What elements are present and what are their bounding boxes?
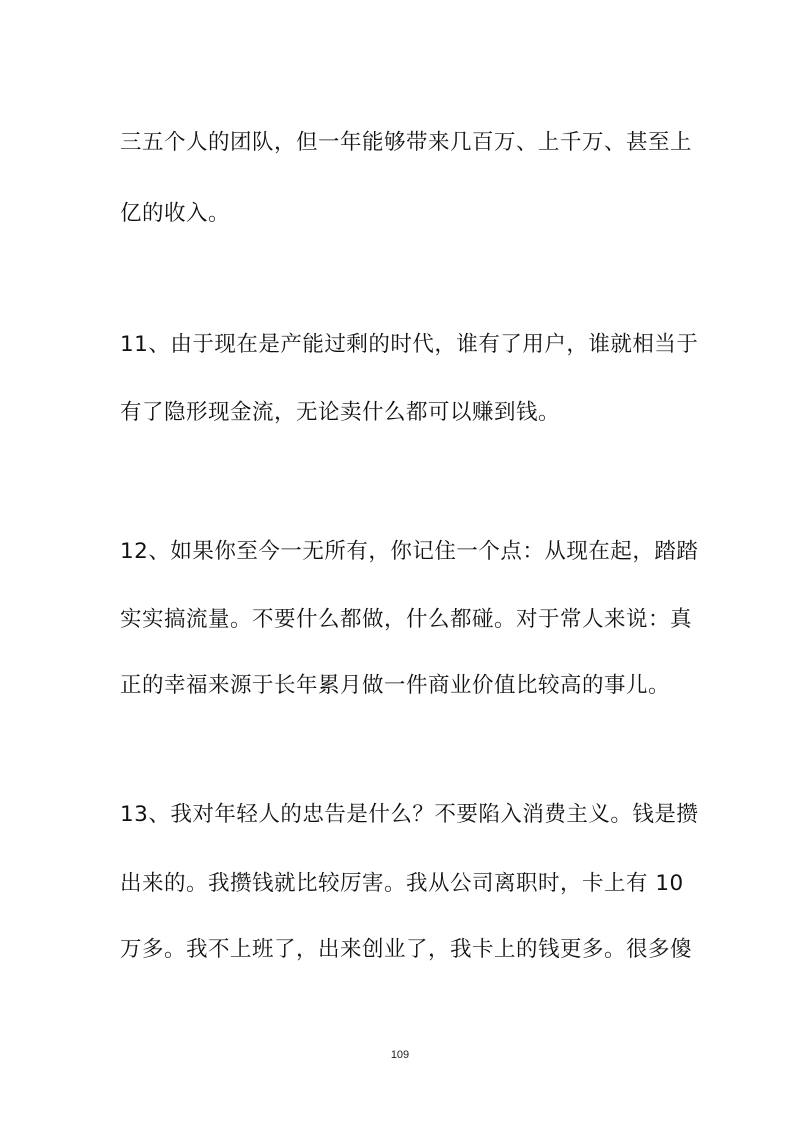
- paragraph-13-line-3: 万多。我不上班了，出来创业了，我卡上的钱更多。很多傻: [120, 937, 693, 962]
- paragraph-13-line-1: 13、我对年轻人的忠告是什么？不要陷入消费主义。钱是攒: [120, 802, 699, 827]
- paragraph-1-line-1: 三五个人的团队，但一年能够带来几百万、上千万、甚至上: [120, 130, 693, 155]
- paragraph-12-line-3: 正的幸福来源于长年累月做一件商业价值比较高的事儿。: [120, 673, 671, 698]
- paragraph-1-line-2: 亿的收入。: [120, 201, 231, 226]
- paragraph-12-line-2: 实实搞流量。不要什么都做，什么都碰。对于常人来说：真: [120, 607, 693, 632]
- page-number: 109: [390, 1049, 410, 1061]
- paragraph-13-line-2: 出来的。我攒钱就比较厉害。我从公司离职时，卡上有 10: [120, 871, 684, 896]
- paragraph-11-line-1: 11、由于现在是产能过剩的时代，谁有了用户，谁就相当于: [120, 332, 699, 357]
- paragraph-12-line-1: 12、如果你至今一无所有，你记住一个点：从现在起，踏踏: [120, 539, 699, 564]
- paragraph-11-line-2: 有了隐形现金流，无论卖什么都可以赚到钱。: [120, 400, 561, 425]
